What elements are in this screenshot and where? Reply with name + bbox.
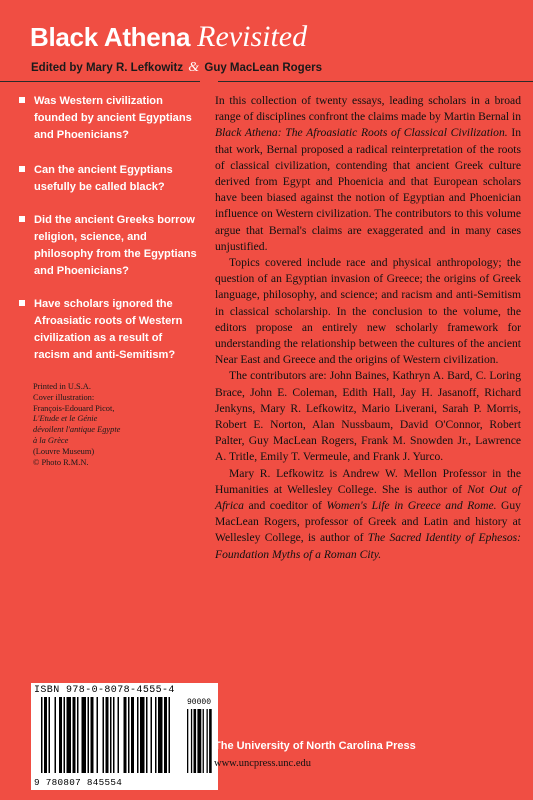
barcode-bar — [146, 697, 148, 773]
barcode-bar — [49, 697, 51, 773]
editor-second: Guy MacLean Rogers — [204, 62, 322, 74]
barcode-bars — [31, 697, 218, 777]
barcode-bar — [155, 697, 157, 773]
artist-name: François-Edouard Picot, — [33, 403, 115, 413]
barcode-bar — [137, 697, 139, 773]
question-item: Have scholars ignored the Afroasiatic roots of Western civilization as a result of racism and anti-Semitism? — [18, 296, 200, 364]
paragraph-intro: In this collection of twenty essays, leading scholars in a broad range of disciplines confront the claims made by Martin Bernal in Black Athena: The Afroasiatic Roots of Classical Civilization. In that work, Bernal proposed a radical reinterpretation of the roots of classical civilization, contending that ancient Greek culture derived from Egypt and Phoenicia and that European scholars have been biased against the notion of Egyptian and Phoenician influence on Western civilization. The contributors to this volume argue that Bernal's claims are exaggerated and in many cases unjustified. — [215, 94, 521, 253]
addon-bar — [191, 709, 192, 773]
barcode-bar — [55, 697, 57, 773]
barcode-bar — [128, 697, 130, 773]
printed-in: Printed in U.S.A. — [33, 382, 91, 391]
question-list — [18, 93, 200, 380]
addon-bar — [207, 709, 208, 773]
addon-bar — [209, 709, 212, 773]
barcode-number: 9 780807 845554 — [34, 777, 123, 788]
museum-credit: (Louvre Museum) — [33, 446, 95, 456]
divider-right — [218, 81, 533, 82]
barcode-bar — [164, 697, 167, 773]
barcode-bar — [82, 697, 87, 773]
barcode-bar — [118, 697, 120, 773]
barcode-bar — [158, 697, 163, 773]
barcode-bar — [103, 697, 105, 773]
price-addon: 90000 — [187, 698, 212, 707]
book-reference: Not Out of Africa — [215, 482, 521, 513]
isbn-text: ISBN 978-0-8078-4555-4 — [34, 685, 175, 696]
paragraph-topics: Topics covered include race and physical anthropology; the question of an Egyptian invasion of Greece; the origins of Greek language, philosophy, and science; and racism and anti-Semitism in classical scholarship. In the conclusion to the volume, the editors propose an entirely new scholarly framework for understanding the relationship between the cultures of the ancient Near East and Greece and the origins of Western civilization. — [215, 256, 521, 367]
title-italic: Revisited — [197, 20, 308, 53]
addon-bar — [197, 709, 201, 773]
barcode-bar — [131, 697, 134, 773]
artwork-title-1: L'Etude et le Génie — [33, 414, 98, 424]
square-bullet-icon — [19, 216, 25, 222]
barcode-bar — [124, 697, 127, 773]
description-text — [215, 93, 521, 563]
barcode-bar — [88, 697, 90, 773]
square-bullet-icon — [19, 166, 25, 172]
barcode-bar — [64, 697, 66, 773]
barcode-bar — [77, 697, 79, 773]
barcode-bar — [91, 697, 94, 773]
photo-credit: © Photo R.M.N. — [33, 457, 89, 467]
addon-bar — [203, 709, 204, 773]
barcode-bar — [106, 697, 109, 773]
divider-left — [0, 81, 200, 82]
paragraph-authors: Mary R. Lefkowitz is Andrew W. Mellon Professor in the Humanities at Wellesley College. She is author of Not Out of Africa and coeditor of Women's Life in Greece and Rome. Guy MacLean Rogers, professor of Greek and Latin and history at Wellesley College, is author of The Sacred Identity of Ephesos: Foundation Myths of a Roman City. — [215, 466, 521, 561]
question-item: Did the ancient Greeks borrow religion, science, and philosophy from the Egyptians and Phoenicians? — [18, 212, 200, 280]
paragraph-contributors: The contributors are: John Baines, Kathryn A. Bard, C. Loring Brace, John E. Coleman, Edith Hall, Jay H. Jasanoff, Richard Jenkyns, Mary R. Lefkowitz, Mario Liverani, Sarah P. Morris, Robert E. Norton, Alan Nussbaum, David O'Connor, Robert Palter, Guy MacLean Rogers, Frank M. Snowden Jr., Lawrence A. Tritle, Emily T. Vermeule, and Frank J. Yurco. — [215, 369, 521, 464]
barcode-bar — [110, 697, 112, 773]
addon-bar — [194, 709, 197, 773]
barcode-bar — [41, 697, 43, 773]
cover-credits — [33, 382, 203, 468]
editor-first: Edited by Mary R. Lefkowitz — [31, 62, 184, 74]
square-bullet-icon — [19, 300, 25, 306]
barcode-bar — [73, 697, 76, 773]
barcode-bar — [140, 697, 145, 773]
publisher-name: The University of North Carolina Press — [214, 740, 416, 752]
cover-illustration-label: Cover illustration: — [33, 392, 95, 402]
question-item: Was Western civilization founded by ancient Egyptians and Phoenicians? — [18, 93, 200, 144]
book-reference: Women's Life in Greece and Rome. — [326, 499, 497, 513]
editors-line — [31, 60, 322, 76]
barcode-bar — [97, 697, 99, 773]
isbn-barcode — [31, 683, 218, 790]
artwork-title-2: dévoilent l'antique Egypte — [33, 425, 121, 435]
square-bullet-icon — [19, 97, 25, 103]
question-item: Can the ancient Egyptians usefully be called black? — [18, 162, 200, 196]
book-title — [30, 20, 307, 60]
barcode-bar — [44, 697, 47, 773]
book-reference: Black Athena: The Afroasiatic Roots of Classical Civilization. — [215, 126, 508, 140]
barcode-bar — [151, 697, 153, 773]
publisher-url: www.uncpress.unc.edu — [214, 758, 312, 769]
ampersand: & — [188, 60, 200, 75]
addon-bar — [187, 709, 188, 773]
title-main: Black Athena — [30, 22, 191, 52]
barcode-bar — [169, 697, 171, 773]
barcode-bar — [67, 697, 72, 773]
artwork-title-3: à la Grèce — [33, 435, 69, 445]
book-reference: The Sacred Identity of Ephesos: Foundation Myths of a Roman City. — [215, 531, 521, 561]
barcode-bar — [59, 697, 62, 773]
barcode-bar — [113, 697, 115, 773]
